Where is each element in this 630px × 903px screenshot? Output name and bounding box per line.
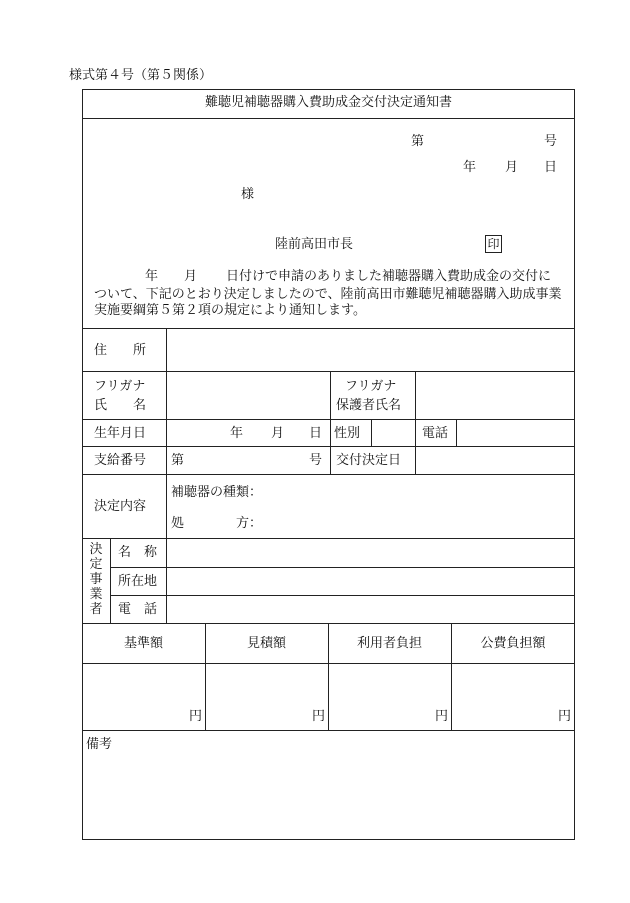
business-name-label: 名 称: [118, 545, 158, 560]
decision-date-line: [415, 446, 416, 474]
decision-date-value[interactable]: [417, 448, 573, 473]
dob-year: 年: [230, 426, 244, 441]
addressee-suffix: 様: [241, 187, 255, 202]
business-group-line: [110, 538, 111, 623]
business-address-label: 所在地: [118, 574, 158, 589]
amount-unit-3: 円: [435, 709, 449, 724]
amount-header-public-share: 公費負担額: [480, 636, 546, 651]
sex-value[interactable]: [373, 421, 414, 445]
remarks-value[interactable]: [84, 756, 573, 838]
guardian-name-label: 保護者氏名: [336, 398, 402, 413]
body-text: ついて、下記のとおり決定しましたので、陸前高田市難聴児補聴器購入助成事業実施要綱第５第２項の規定により通知します。: [94, 287, 562, 318]
issue-date-month: 月: [505, 160, 519, 175]
amount-unit-2: 円: [312, 709, 326, 724]
row-line-3: [82, 419, 575, 420]
payment-no-prefix: 第: [171, 453, 185, 468]
document-number-suffix: 号: [544, 134, 558, 149]
business-phone-label: 電 話: [118, 602, 158, 617]
address-label: 住 所: [94, 343, 147, 358]
prescription-label: 処 方：: [171, 516, 263, 531]
row-line-11: [82, 730, 575, 731]
address-value[interactable]: [168, 330, 573, 370]
row-line-8: [110, 595, 575, 596]
name-label: 氏 名: [94, 398, 147, 413]
device-type-label: 補聴器の種類：: [171, 485, 263, 500]
row-line-4: [82, 446, 575, 447]
phone-label-line: [415, 419, 416, 446]
amount-header-standard: 基準額: [123, 636, 163, 651]
seal-mark: 印: [485, 235, 502, 253]
row-line-6: [82, 538, 575, 539]
body-date-year: 年: [145, 269, 159, 284]
dob-label: 生年月日: [94, 426, 147, 441]
label-column-line: [166, 328, 167, 623]
payment-no-suffix: 号: [309, 453, 323, 468]
title-divider: [82, 118, 575, 119]
sex-value-line: [371, 419, 372, 446]
dob-day: 日: [309, 426, 323, 441]
amount-unit-4: 円: [558, 709, 572, 724]
document-number-prefix: 第: [411, 134, 425, 149]
payment-no-label: 支給番号: [94, 453, 147, 468]
business-phone-value[interactable]: [168, 597, 573, 622]
issuer-name: 陸前高田市長: [275, 237, 354, 252]
row-line-7: [110, 567, 575, 568]
form-title: 難聴児補聴器購入費助成金交付決定通知書: [204, 95, 452, 110]
issue-date-year: 年: [463, 160, 477, 175]
decision-content-label: 決定内容: [94, 499, 147, 514]
amount-header-user-share: 利用者負担: [356, 636, 422, 651]
business-address-value[interactable]: [168, 569, 573, 594]
row-line-5: [82, 474, 575, 475]
remarks-label: 備考: [86, 737, 113, 752]
business-name-value[interactable]: [168, 540, 573, 566]
guardian-furigana-label: フリガナ: [345, 379, 397, 394]
phone-value-line: [456, 419, 457, 446]
issue-date-day: 日: [544, 160, 558, 175]
amount-unit-1: 円: [189, 709, 203, 724]
body-text-line1: 日付けで申請のありました補聴器購入費助成金の交付に: [226, 269, 552, 284]
phone-value[interactable]: [458, 421, 573, 445]
form-code: 様式第４号（第５関係）: [69, 68, 213, 83]
guardian-name-value[interactable]: [417, 373, 573, 418]
body-date-month: 月: [184, 269, 198, 284]
furigana-label: フリガナ: [94, 379, 146, 394]
business-group-label: 決定事業者: [89, 542, 103, 617]
amount-header-estimate: 見積額: [246, 636, 286, 651]
mid-column-line: [330, 371, 331, 474]
row-line-1: [82, 328, 575, 329]
applicant-name-value[interactable]: [168, 373, 328, 418]
row-line-2: [82, 371, 575, 372]
guardian-value-line: [415, 371, 416, 419]
phone-label: 電話: [422, 426, 449, 441]
dob-month: 月: [271, 426, 285, 441]
sex-label: 性別: [334, 426, 361, 441]
decision-date-label: 交付決定日: [336, 453, 402, 468]
